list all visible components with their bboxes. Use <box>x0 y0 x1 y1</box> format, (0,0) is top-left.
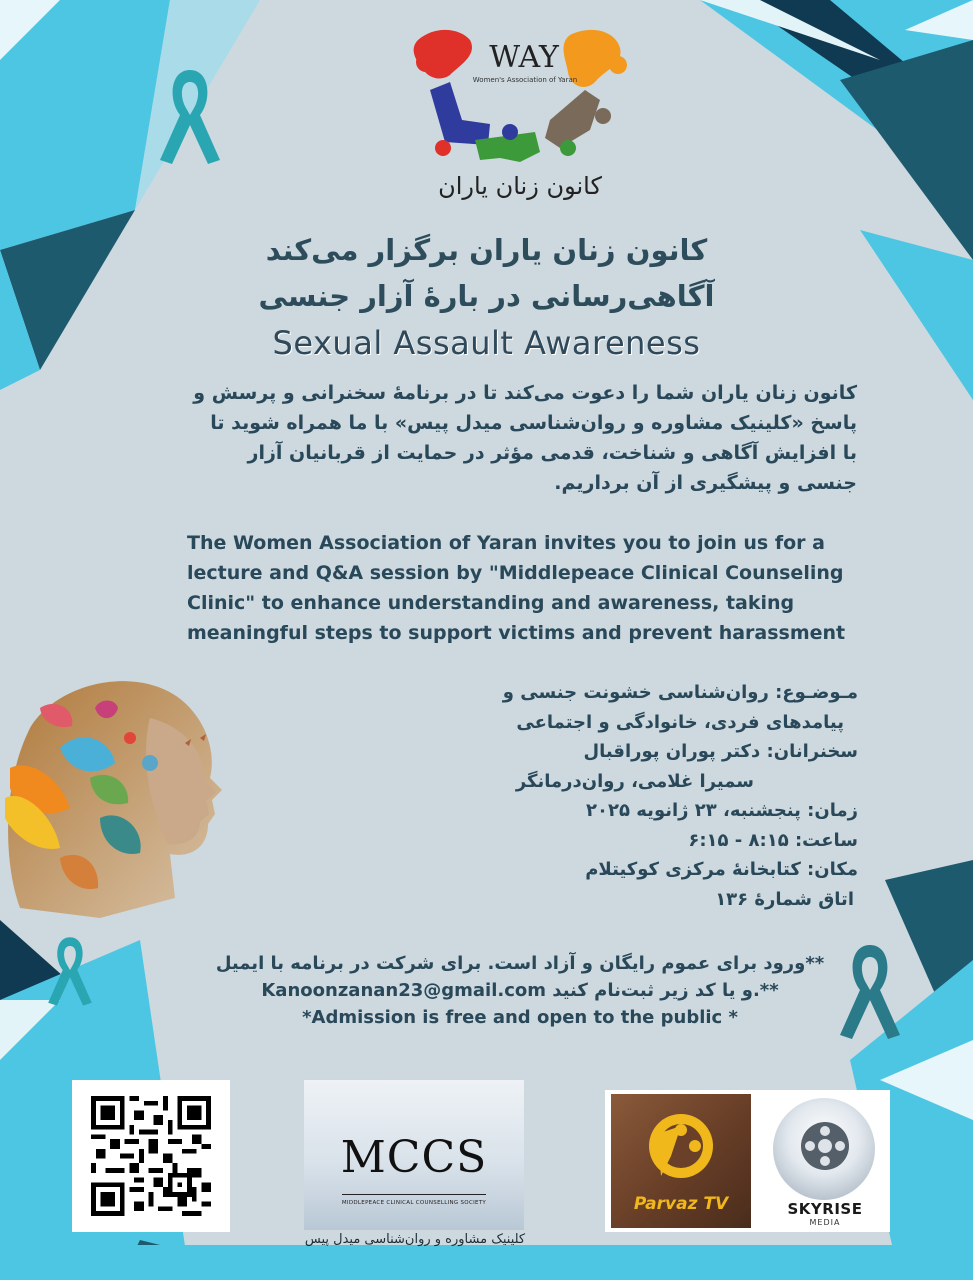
event-room: اتاق شمارۀ ۱۳۶ <box>715 888 854 910</box>
awareness-ribbon-icon <box>150 60 230 170</box>
notice-line1: **ورود برای عموم رایگان و آزاد است. برای شرکت در برنامه با ایمیل <box>215 953 825 974</box>
intro-fa-line: پاسخ «کلینیک مشاوره و روان‌شناسی میدل پیس» با ما همراه شوید تا <box>210 412 857 434</box>
skyrise-name: SKYRISE <box>787 1200 863 1218</box>
intro-en <box>187 528 859 648</box>
mccs-caption: کلینیک مشاوره و روان‌شناسی میدل پیس <box>304 1232 526 1247</box>
header-line1: کانون زنان یاران برگزار می‌کند <box>265 233 708 267</box>
mccs-full-name: MIDDLEPEACE CLINICAL COUNSELLING SOCIETY <box>341 1200 487 1206</box>
intro-en-line: The Women Association of Yaran invites you to join us for a <box>187 532 825 554</box>
sponsor-logos-card <box>605 1090 890 1232</box>
intro-en-line: lecture and Q&A session by "Middlepeace Clinical Counseling <box>187 562 844 584</box>
speakers-line1: سخنرانان: دکتر پوران پوراقبال <box>583 741 858 762</box>
intro-en-line: meaningful steps to support victims and prevent harassment <box>187 622 846 644</box>
notice-line3: *Admission is free and open to the public * <box>302 1007 738 1028</box>
parvaz-film-reel-icon <box>641 1106 721 1186</box>
speakers-line2: سمیرا غلامی، روان‌درمانگر <box>515 770 754 792</box>
mccs-divider <box>342 1194 486 1195</box>
mccs-logo-card <box>304 1080 524 1230</box>
woman-profile-illustration <box>0 668 240 923</box>
notice-line2: Kanoonzanan23@gmail.com و یا کد زیر ثبت‌نام کنید.** <box>261 980 779 1001</box>
logo-acronym: WAY <box>489 40 559 75</box>
logo-org-name: کانون زنان یاران <box>438 172 602 200</box>
skyrise-media-logo <box>765 1094 885 1228</box>
admission-notice <box>180 950 860 1031</box>
header-title-en: Sexual Assault Awareness <box>272 324 701 362</box>
way-logo <box>400 20 640 210</box>
topic-line2: پیامدهای فردی، خانوادگی و اجتماعی <box>516 711 844 733</box>
mccs-acronym: MCCS <box>340 1132 488 1183</box>
topic-line1: مـوضـوع: روان‌شناسی خشونت جنسی و <box>502 682 858 703</box>
skyrise-reel-icon <box>799 1120 851 1172</box>
intro-fa-line: کانون زنان یاران شما را دعوت می‌کند تا در برنامۀ سخنرانی و پرسش و <box>193 382 857 404</box>
skyrise-sub: MEDIA <box>809 1218 841 1227</box>
parvaz-tv-logo <box>611 1094 751 1228</box>
intro-fa <box>185 378 857 498</box>
event-details <box>380 678 858 914</box>
intro-fa-line: جنسی و پیشگیری از آن برداریم. <box>554 472 857 494</box>
intro-en-line: Clinic" to enhance understanding and awareness, taking <box>187 592 795 614</box>
logo-arc-text: Women's Association of Yaran <box>472 76 578 84</box>
parvaz-tv-name: Parvaz TV <box>633 1194 729 1214</box>
event-place: مکان: کتابخانۀ مرکزی کوکیتلام <box>585 859 858 880</box>
header-line2: آگاهی‌رسانی در بارۀ آزار جنسی <box>258 279 715 313</box>
event-date: زمان: پنجشنبه، ۲۳ ژانویه ۲۰۲۵ <box>586 800 858 821</box>
qr-code-card[interactable] <box>72 1080 230 1232</box>
qr-code-icon[interactable] <box>91 1096 211 1216</box>
awareness-ribbon-icon-small <box>40 930 100 1010</box>
event-time: ساعت: ۸:۱۵ - ۶:۱۵ <box>688 829 858 851</box>
intro-fa-line: با افزایش آگاهی و شناخت، قدمی مؤثر در حمایت از قربانیان آزار <box>247 442 857 464</box>
